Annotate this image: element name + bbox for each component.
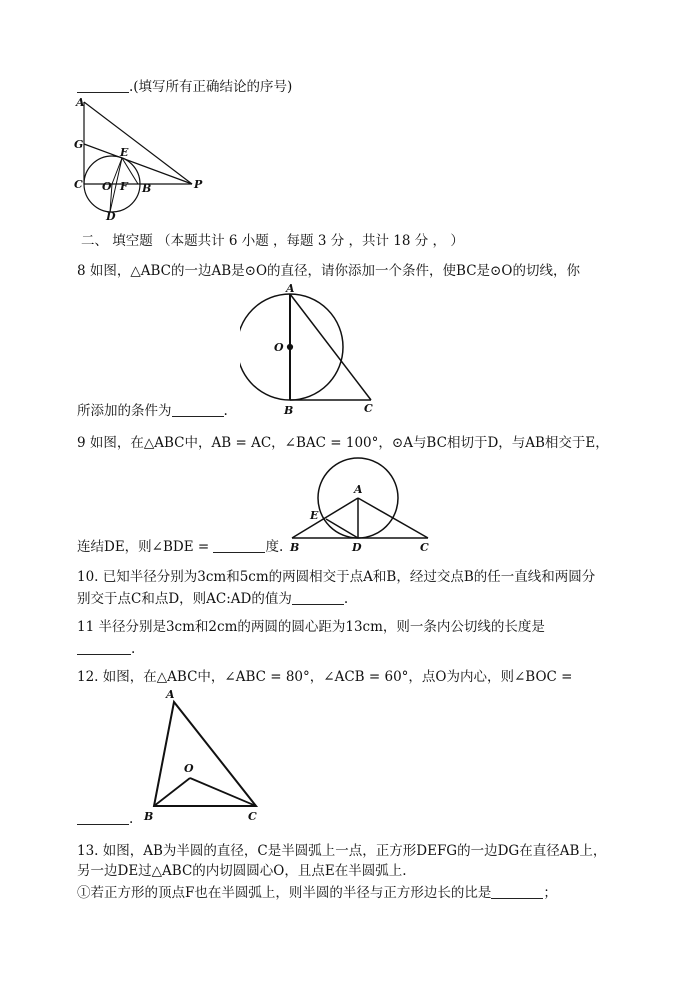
label-F: F — [120, 180, 128, 193]
q10-text-line1: 10. 已知半径分别为3cm和5cm的两圆相交于点A和B，经过交点B的任一直线和两圆分 — [77, 569, 596, 585]
label-A: A — [166, 688, 175, 701]
answer-blank[interactable] — [77, 641, 131, 655]
instruction-text: .(填写所有正确结论的序号) — [129, 79, 293, 95]
label-A: A — [76, 96, 85, 109]
q9-answer-line — [77, 538, 283, 556]
label-B: B — [144, 810, 154, 823]
answer-blank[interactable] — [172, 403, 224, 417]
answer-blank[interactable] — [77, 79, 129, 93]
answer-blank[interactable] — [213, 539, 265, 553]
q13-text-line1: 13. 如图，AB为半圆的直径，C是半圆弧上一点，正方形DEFG的一边DG在直径AB上， — [77, 843, 607, 859]
prompt-text: ①若正方形的顶点F也在半圆弧上，则半圆的半径与正方形边长的比是 — [77, 885, 492, 901]
figure-q12 — [140, 686, 270, 826]
q11-text: 11 半径分别是3cm和2cm的两圆的圆心距为13cm，则一条内公切线的长度是 — [77, 619, 545, 635]
q13-answer-line — [77, 884, 557, 902]
label-C: C — [364, 402, 373, 415]
q12-text: 12. 如图，在△ABC中，∠ABC = 80°，∠ACB = 60°，点O为内心，则∠BOC = — [77, 669, 573, 685]
label-P: P — [194, 178, 203, 191]
q8-text: 8 如图，△ABC的一边AB是⊙O的直径，请你添加一个条件，使BC是⊙O的切线，你 — [77, 263, 580, 279]
period: . — [131, 641, 136, 657]
prompt-text: 连结DE，则∠BDE = — [77, 539, 214, 555]
label-B: B — [284, 404, 294, 417]
label-B: B — [290, 541, 300, 554]
label-A: A — [286, 282, 295, 295]
answer-blank[interactable] — [77, 811, 129, 825]
label-D: D — [106, 210, 116, 222]
label-C: C — [248, 810, 257, 823]
label-E: E — [120, 146, 129, 159]
label-E: E — [310, 509, 319, 522]
answer-blank[interactable] — [292, 591, 344, 605]
label-D: D — [352, 541, 362, 554]
unit-text: 度. — [265, 539, 284, 555]
figure-q8 — [240, 280, 385, 418]
label-B: B — [142, 182, 152, 195]
label-O: O — [184, 762, 194, 775]
label-C: C — [420, 541, 429, 554]
q11-answer-line — [77, 640, 135, 658]
figure-q9 — [286, 453, 436, 557]
period: . — [223, 403, 228, 419]
q10-answer-line — [77, 590, 348, 608]
label-G: G — [74, 138, 84, 151]
q13-text-line2: 另一边DE过△ABC的内切圆圆心O，且点E在半圆弧上. — [77, 863, 407, 879]
q8-answer-line — [77, 402, 228, 420]
section-heading: 二、 填空题 （本题共计 6 小题 ，每题 3 分 ，共计 18 分 ， ） — [81, 233, 464, 249]
label-O: O — [102, 180, 112, 193]
semicolon: ； — [543, 885, 557, 901]
prompt-text: 所添加的条件为 — [77, 403, 172, 419]
figure-q7 — [70, 94, 210, 222]
label-O: O — [274, 341, 284, 354]
answer-blank[interactable] — [491, 885, 543, 899]
label-C: C — [74, 178, 83, 191]
prompt-text: 别交于点C和点D，则AC:AD的值为 — [77, 591, 292, 607]
period: . — [129, 811, 134, 827]
label-A: A — [354, 483, 363, 496]
q12-answer-line — [77, 810, 133, 828]
q9-text: 9 如图，在△ABC中，AB = AC，∠BAC = 100°，⊙A与BC相切于D，与AB相交于E， — [77, 435, 609, 451]
period: . — [343, 591, 349, 607]
